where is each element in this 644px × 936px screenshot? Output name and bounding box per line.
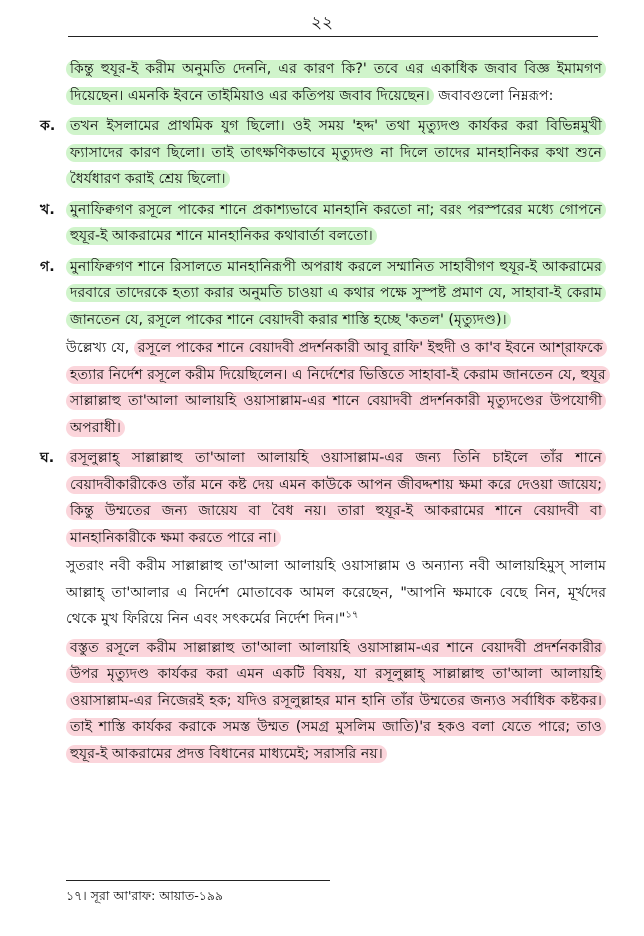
intro-tail-text: জবাবগুলো নিম্নরূপ: [433,87,554,104]
intro-highlighted-text: কিন্তু হুযূর-ই করীম অনুমতি দেননি, এর কারণ কি?' তবে এর একাধিক জবাব বিজ্ঞ ইমামগণ দিয়েছেন। এমনকি ইবনে তাইমিয়াও এর কতিপয় জবাব দিয়েছেন। [66,60,606,105]
page-content [40,56,606,767]
highlighted-text: মুনাফিক্বগণ শানে রিসালতে মানহানিরূপী অপরাধ করলে সম্মানিত সাহাবীগণ হুযূর-ই আকরামের দরবারে তাদেরকে হত্যা করার অনুমতি চাওয়া এ কথার পক্ষে সুস্পষ্ট প্রমাণ যে, সাহাবা-ই কেরাম জানতেন যে, রসূলে পাকের শানে বেয়াদবী করার শাস্তি হচ্ছে 'কতল' (মৃত্যুদণ্ড)। [66,258,606,329]
list-item-text [66,445,606,551]
list-item-label: খ. [40,201,55,218]
highlighted-text: রসূলুল্লাহ্ সাল্লাল্লাহু তা'আলা আলায়হি ওয়াসাল্লাম-এর জন্য তিনি চাইলে তাঁর শানে বেয়াদবীকারীকেও তাঁর মনে কষ্ট দেয় এমন কাউকে আপন জীবদ্দশায় ক্ষমা করে দেওয়া জায়েয; কিন্তু উম্মতের জন্য জায়েয বা বৈধ নয়। তারা হুযূর-ই আকরামের শানে বেয়াদবী বা মানহানিকারীকে ক্ষমা করতে পারে না। [66,449,606,547]
page-number: ২২ [310,13,334,33]
final-paragraph [66,635,606,768]
note-prefix: উল্লেখ্য যে, [66,340,134,356]
list-item-label: ঘ. [40,450,55,466]
list-item-text [66,254,606,334]
list-item-gha [40,445,606,551]
list-item-text [66,197,606,250]
list-item-text [66,113,606,193]
footnote: ১৭। সূরা আ'রাফ: আয়াত-১৯৯ [66,888,224,903]
intro-paragraph [66,56,606,109]
list-item-label: ক. [40,118,56,134]
conclusion-paragraph [66,553,606,633]
highlighted-text: তখন ইসলামের প্রাথমিক যুগ ছিলো। ওই সময় 'হদ্দ' তথা মৃত্যুদণ্ড কার্যকর করা বিভিন্নমুখী ফ্যাসাদের কারণ ছিলো। তাই তাৎক্ষণিকভাবে মৃত্যুদণ্ড না দিলে তাদের মানহানিকর কথা শুনে ধৈর্যধারণ করাই শ্রেয় ছিলো। [66,117,606,188]
list-item-ga [40,254,606,334]
list-item-label: গ. [40,258,55,275]
note-highlighted-text: রসূলে পাকের শানে বেয়াদবী প্রদর্শনকারী আবূ রাফি' ইহুদী ও কা'ব ইবনে আশ্‌রাফকে হত্যার নির্দেশ রসূলে করীম দিয়েছিলেন। এ নির্দেশের ভিত্তিতে সাহাবা-ই কেরাম জানতেন যে, হুযূর সাল্লাল্লাহু তা'আলা আলায়হি ওয়াসাল্লাম-এর শানে বেয়াদবী প্রদর্শনকারী মৃত্যুদণ্ডের উপযোগী অপরাধী। [66,339,610,437]
highlighted-text: মুনাফিক্বগণ রসূলে পাকের শানে প্রকাশ্যভাবে মানহানি করতো না; বরং পরস্পরের মধ্যে গোপনে হুযূর-ই আকরামের শানে মানহানিকর কথাবার্তা বলতো। [66,201,606,246]
header-rule [68,36,598,37]
footnote-reference: ১৭ [345,609,359,621]
list-item-kha [40,197,606,250]
note-paragraph [66,335,606,441]
footnote-rule [66,880,330,881]
list-item-ka [40,113,606,193]
conclusion-text: সুতরাং নবী করীম সাল্লাল্লাহু তা'আলা আলায়হি ওয়াসাল্লাম ও অন্যান্য নবী আলায়হিমুস্ সালাম আল্লাহ্ তা'আলার এ নির্দেশ মোতাবেক আমল করেছেন, "আপনি ক্ষমাকে বেছে নিন, মূর্খদের থেকে মুখ ফিরিয়ে নিন এবং সৎকর্মের নির্দেশ দিন।" [66,558,606,627]
final-highlighted-text: বস্তুত রসূলে করীম সাল্লাল্লাহু তা'আলা আলায়হি ওয়াসাল্লাম-এর শানে বেয়াদবী প্রদর্শনকারীর উপর মৃত্যুদণ্ড কার্যকর করা এমন একটি বিষয়, যা রসূলুল্লাহ্ সাল্লাল্লাহু তা'আলা আলায়হি ওয়াসাল্লাম-এর নিজেরই হক; যদিও রসূলুল্লাহর মান হানি তাঁর উম্মতের জন্যও সর্বাধিক কষ্টকর। তাই শাস্তি কার্যকর করাকে সমস্ত উম্মত (সমগ্র মুসলিম জাতি)'র হকও বলা যেতে পারে; তাও হুযূর-ই আকরামের প্রদত্ত বিধানের মাধ্যমেই; সরাসরি নয়। [66,639,606,763]
